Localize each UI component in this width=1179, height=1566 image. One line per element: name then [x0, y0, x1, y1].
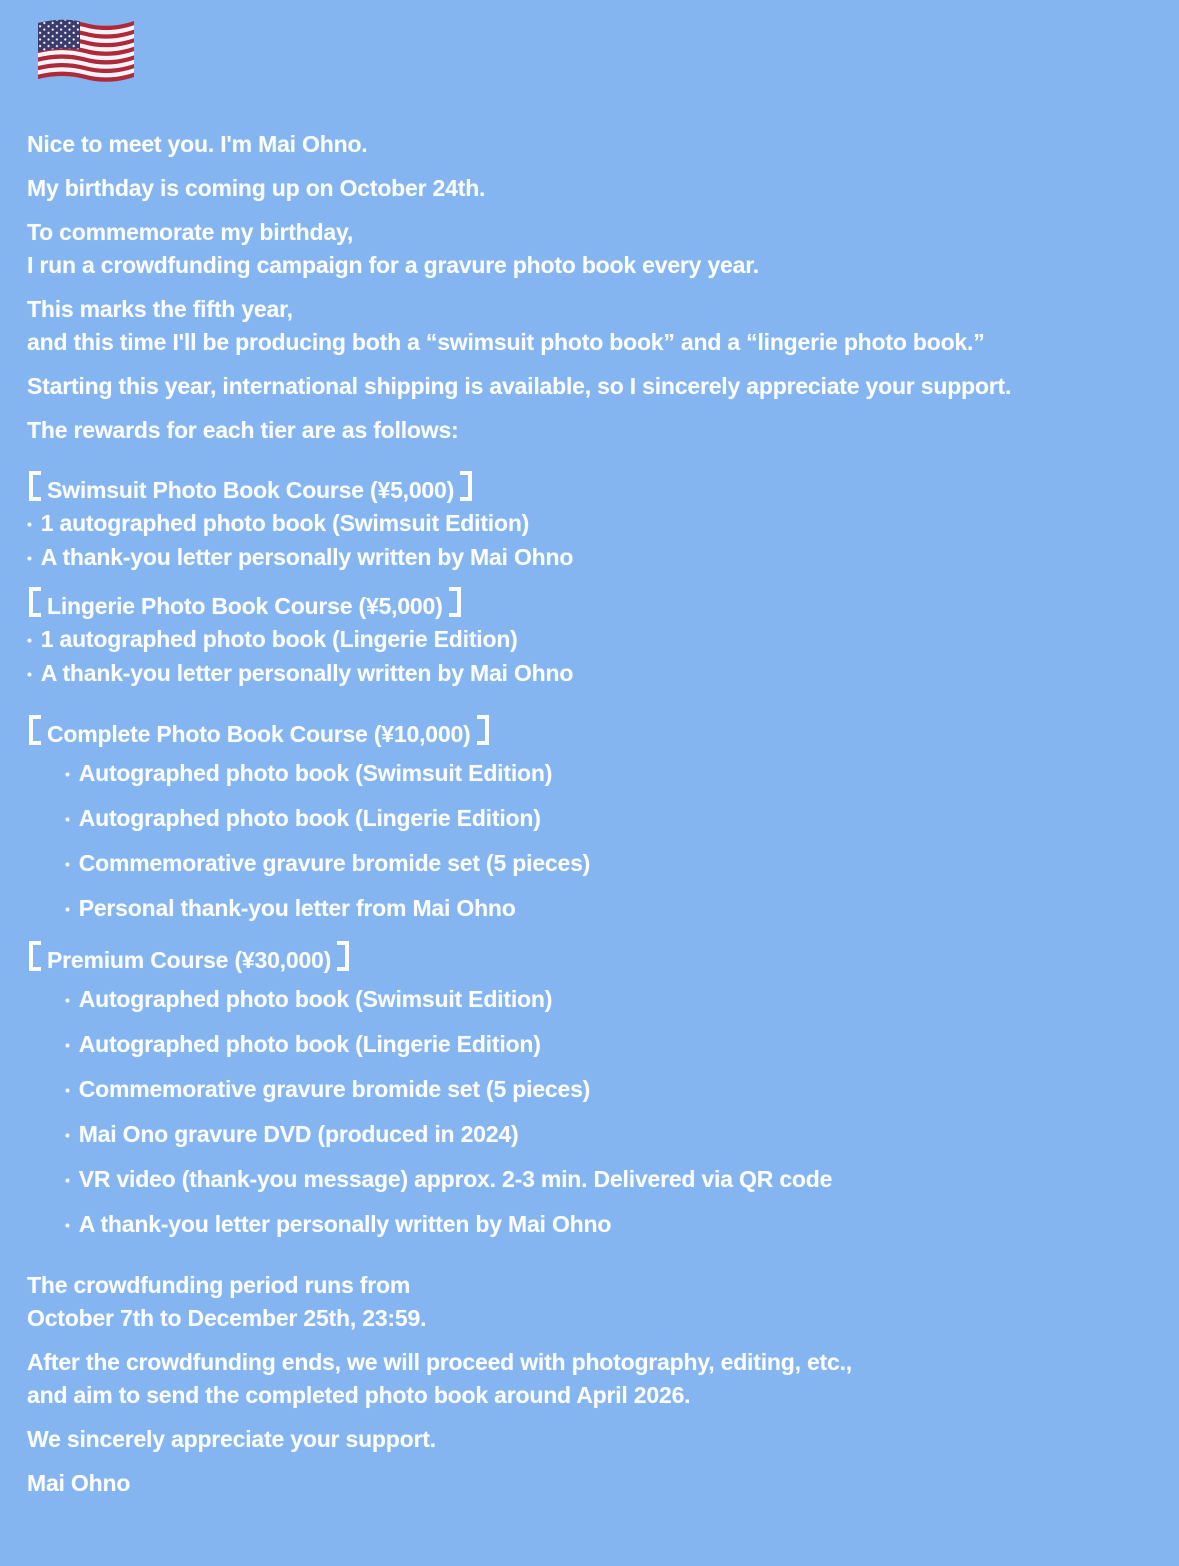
lenticular-bracket-open-icon — [29, 715, 41, 745]
reward-item-text: 1 autographed photo book (Swimsuit Edition) — [40, 510, 530, 536]
tier-items — [27, 623, 1159, 691]
reward-item — [65, 796, 1159, 841]
reward-item — [65, 751, 1159, 796]
tier-section-complete — [27, 715, 1159, 931]
reward-item-text: Commemorative gravure bromide set (5 pieces) — [78, 850, 591, 876]
reward-item — [27, 657, 1159, 691]
bullet-icon: • — [65, 811, 70, 827]
text-line: The rewards for each tier are as follows: — [27, 417, 459, 443]
closing-paragraph-thanks — [27, 1423, 1159, 1456]
lenticular-bracket-close-icon — [477, 715, 489, 745]
reward-item — [65, 1112, 1159, 1157]
reward-item — [65, 1202, 1159, 1247]
tier-items — [65, 751, 1159, 931]
tier-title-text: Complete Photo Book Course (¥10,000) — [47, 721, 471, 747]
intro-paragraph-fifth-year — [27, 293, 1159, 359]
lenticular-bracket-open-icon — [29, 587, 41, 617]
intro-paragraph-commemorate — [27, 216, 1159, 282]
intro-paragraph-shipping — [27, 370, 1159, 403]
tier-section-lingerie — [27, 587, 1159, 691]
us-flag-icon — [38, 18, 134, 86]
bullet-icon: • — [27, 550, 32, 566]
closing-section — [27, 1269, 1159, 1500]
lenticular-bracket-close-icon — [449, 587, 461, 617]
tier-title-text: Lingerie Photo Book Course (¥5,000) — [47, 593, 443, 619]
reward-item-text: 1 autographed photo book (Lingerie Edition) — [40, 626, 518, 652]
reward-item-text: Personal thank-you letter from Mai Ohno — [78, 895, 516, 921]
bullet-icon: • — [27, 516, 32, 532]
bullet-icon: • — [27, 666, 32, 682]
text-line: My birthday is coming up on October 24th. — [27, 175, 486, 201]
reward-item — [65, 1067, 1159, 1112]
bullet-icon: • — [27, 632, 32, 648]
intro-paragraph-greeting — [27, 128, 1159, 161]
bullet-icon: • — [65, 992, 70, 1008]
tier-title-text: Swimsuit Photo Book Course (¥5,000) — [47, 477, 455, 503]
closing-paragraph-period — [27, 1269, 1159, 1335]
reward-item-text: A thank-you letter personally written by Mai Ohno — [40, 660, 574, 686]
reward-item — [27, 623, 1159, 657]
signature — [27, 1467, 1159, 1500]
reward-item — [27, 507, 1159, 541]
tier-section-premium — [27, 941, 1159, 1247]
text-line: The crowdfunding period runs from — [27, 1272, 411, 1298]
reward-item-text: A thank-you letter personally written by Mai Ohno — [40, 544, 574, 570]
text-line: I run a crowdfunding campaign for a gravure photo book every year. — [27, 252, 759, 278]
text-line: We sincerely appreciate your support. — [27, 1426, 436, 1452]
bullet-icon: • — [65, 1217, 70, 1233]
reward-item-text: Autographed photo book (Swimsuit Edition) — [78, 760, 553, 786]
tier-title — [27, 471, 1159, 507]
text-line: After the crowdfunding ends, we will proceed with photography, editing, etc., — [27, 1349, 852, 1375]
closing-paragraph-schedule — [27, 1346, 1159, 1412]
bullet-icon: • — [65, 901, 70, 917]
tier-items — [27, 507, 1159, 575]
bullet-icon: • — [65, 1037, 70, 1053]
bullet-icon: • — [65, 766, 70, 782]
reward-item — [65, 1157, 1159, 1202]
lenticular-bracket-open-icon — [29, 941, 41, 971]
bullet-icon: • — [65, 1082, 70, 1098]
text-line: Nice to meet you. I'm Mai Ohno. — [27, 131, 368, 157]
text-line: October 7th to December 25th, 23:59. — [27, 1305, 427, 1331]
text-line: and aim to send the completed photo book around April 2026. — [27, 1382, 691, 1408]
text-line: This marks the fifth year, — [27, 296, 293, 322]
reward-item-text: Autographed photo book (Swimsuit Edition) — [78, 986, 553, 1012]
reward-item — [65, 977, 1159, 1022]
text-line: Starting this year, international shipping is available, so I sincerely appreciate your support. — [27, 373, 1012, 399]
bullet-icon: • — [65, 856, 70, 872]
bullet-icon: • — [65, 1172, 70, 1188]
reward-item — [65, 886, 1159, 931]
tier-title-text: Premium Course (¥30,000) — [47, 947, 332, 973]
intro-paragraph-rewards — [27, 414, 1159, 447]
lenticular-bracket-close-icon — [460, 471, 472, 501]
reward-item-text: Commemorative gravure bromide set (5 pieces) — [78, 1076, 591, 1102]
reward-item-text: Autographed photo book (Lingerie Edition) — [78, 1031, 541, 1057]
tier-title — [27, 587, 1159, 623]
tier-title — [27, 941, 1159, 977]
reward-item — [65, 1022, 1159, 1067]
text-line: To commemorate my birthday, — [27, 219, 354, 245]
reward-item-text: VR video (thank-you message) approx. 2-3 min. Delivered via QR code — [78, 1166, 833, 1192]
reward-item — [27, 541, 1159, 575]
lenticular-bracket-close-icon — [337, 941, 349, 971]
text-line: and this time I'll be producing both a “swimsuit photo book” and a “lingerie photo book.” — [27, 329, 985, 355]
bullet-icon: • — [65, 1127, 70, 1143]
intro-paragraph-birthday — [27, 172, 1159, 205]
reward-item-text: Autographed photo book (Lingerie Edition) — [78, 805, 541, 831]
reward-item — [65, 841, 1159, 886]
tier-items — [65, 977, 1159, 1247]
text-line: Mai Ohno — [27, 1470, 131, 1496]
tier-title — [27, 715, 1159, 751]
lenticular-bracket-open-icon — [29, 471, 41, 501]
tier-section-swimsuit — [27, 471, 1159, 575]
reward-item-text: Mai Ono gravure DVD (produced in 2024) — [78, 1121, 519, 1147]
reward-item-text: A thank-you letter personally written by Mai Ohno — [78, 1211, 612, 1237]
